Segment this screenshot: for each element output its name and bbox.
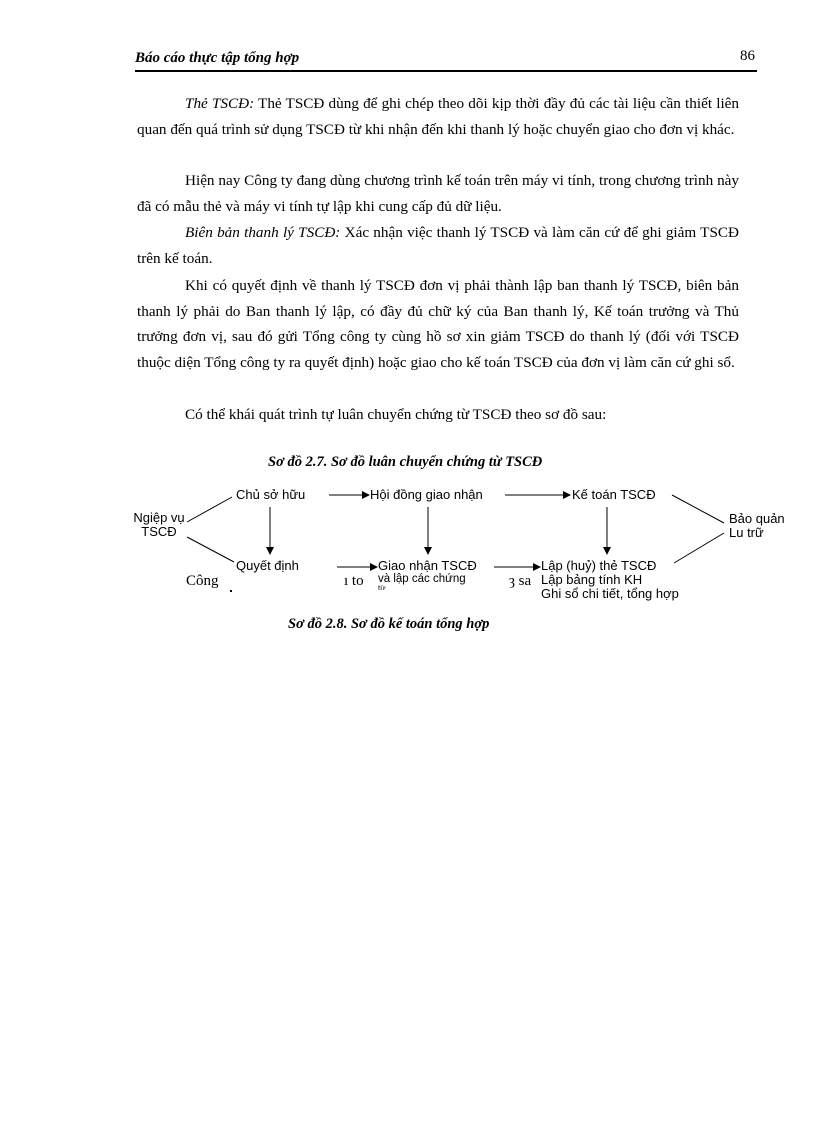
node-lap-the-line1: Lập (huỷ) thẻ TSCĐ: [541, 558, 657, 573]
node-bao-quan-line1: Bảo quản: [729, 511, 785, 526]
node-start-line2: TSCĐ: [141, 524, 177, 539]
arrow-start-top: [187, 497, 232, 522]
paragraph-text: Khi có quyết định về thanh lý TSCĐ đơn vị phải thành lập ban thanh lý TSCĐ, biên bản thanh lý phải do Ban thanh lý lập, có đầy đủ chữ ký của Ban thanh lý, Kế toán trưởng và Thủ trưởng đơn vị, sau đó gửi Tổng công ty cùng hồ sơ xin giảm TSCĐ do thanh lý (đối với TSCĐ thuộc diện Tổng công ty ra quyết định) hoặc giao cho kế toán TSCĐ của đơn vị làm căn cứ ghi sổ.: [137, 277, 739, 371]
overlap-text-left-mark: [230, 590, 232, 592]
header-title: Báo cáo thực tập tổng hợp: [135, 50, 300, 66]
paragraph-text: Xác nhận việc thanh lý TSCĐ và làm căn cứ để ghi giảm TSCĐ trên kế toán.: [137, 224, 739, 267]
node-start-line1: Ngiệp vụ: [133, 510, 185, 525]
node-start: [127, 511, 191, 539]
node-bao-quan-line2: Lu trữ: [729, 525, 764, 540]
node-quyet-dinh: Quyết định: [236, 558, 299, 573]
node-lap-the-line3: Ghi sổ chi tiết, tổng hợp: [541, 586, 679, 601]
paragraph-lead: Thẻ TSCĐ:: [185, 95, 255, 112]
paragraph-lead: Biên bản thanh lý TSCĐ:: [185, 224, 341, 241]
paragraph-text: Thẻ TSCĐ dùng để ghi chép theo dõi kịp thời đầy đủ các tài liệu cần thiết liên quan đến quá trình sử dụng TSCĐ từ khi nhận đến khi thanh lý hoặc chuyển giao cho đơn vị khác.: [137, 95, 739, 138]
overlap-text-mid: ı to: [344, 573, 364, 589]
arrow-end-top: [672, 495, 724, 523]
arrow-start-bottom: [187, 537, 234, 562]
node-ke-toan-tscd: Kế toán TSCĐ: [572, 487, 656, 502]
node-lap-the: [541, 559, 679, 601]
diagram-caption: Sơ đồ 2.7. Sơ đồ luân chuyển chứng từ TSCĐ: [268, 454, 543, 470]
node-giao-nhan-line1: Giao nhận TSCĐ: [378, 558, 477, 573]
overlap-text-left: Công: [186, 573, 219, 589]
node-giao-nhan: [378, 559, 477, 590]
node-giao-nhan-line3: từ: [378, 585, 386, 590]
node-lap-the-line2: Lập bảng tính KH: [541, 572, 643, 587]
diagram-caption-2: Sơ đồ 2.8. Sơ đồ kế toán tổng hợp: [288, 616, 490, 632]
overlap-text-right: ȝ sa: [509, 573, 532, 589]
node-giao-nhan-line2: và lập các chứng: [378, 573, 466, 585]
node-bao-quan: [729, 512, 785, 540]
paragraph-text: Có thể khái quát trình tự luân chuyển chứng từ TSCĐ theo sơ đồ sau:: [185, 406, 607, 423]
page-number: 86: [740, 48, 755, 64]
arrow-end-bottom: [674, 533, 724, 563]
paragraph-text: Hiện nay Công ty đang dùng chương trình kế toán trên máy vi tính, trong chương trình này đã có mẫu thẻ và máy vi tính tự lập khi cung cấp đủ dữ liệu.: [137, 172, 739, 215]
node-hoi-dong-giao-nhan: Hội đồng giao nhận: [370, 487, 483, 502]
node-chu-so-huu: Chủ sở hữu: [236, 487, 306, 502]
